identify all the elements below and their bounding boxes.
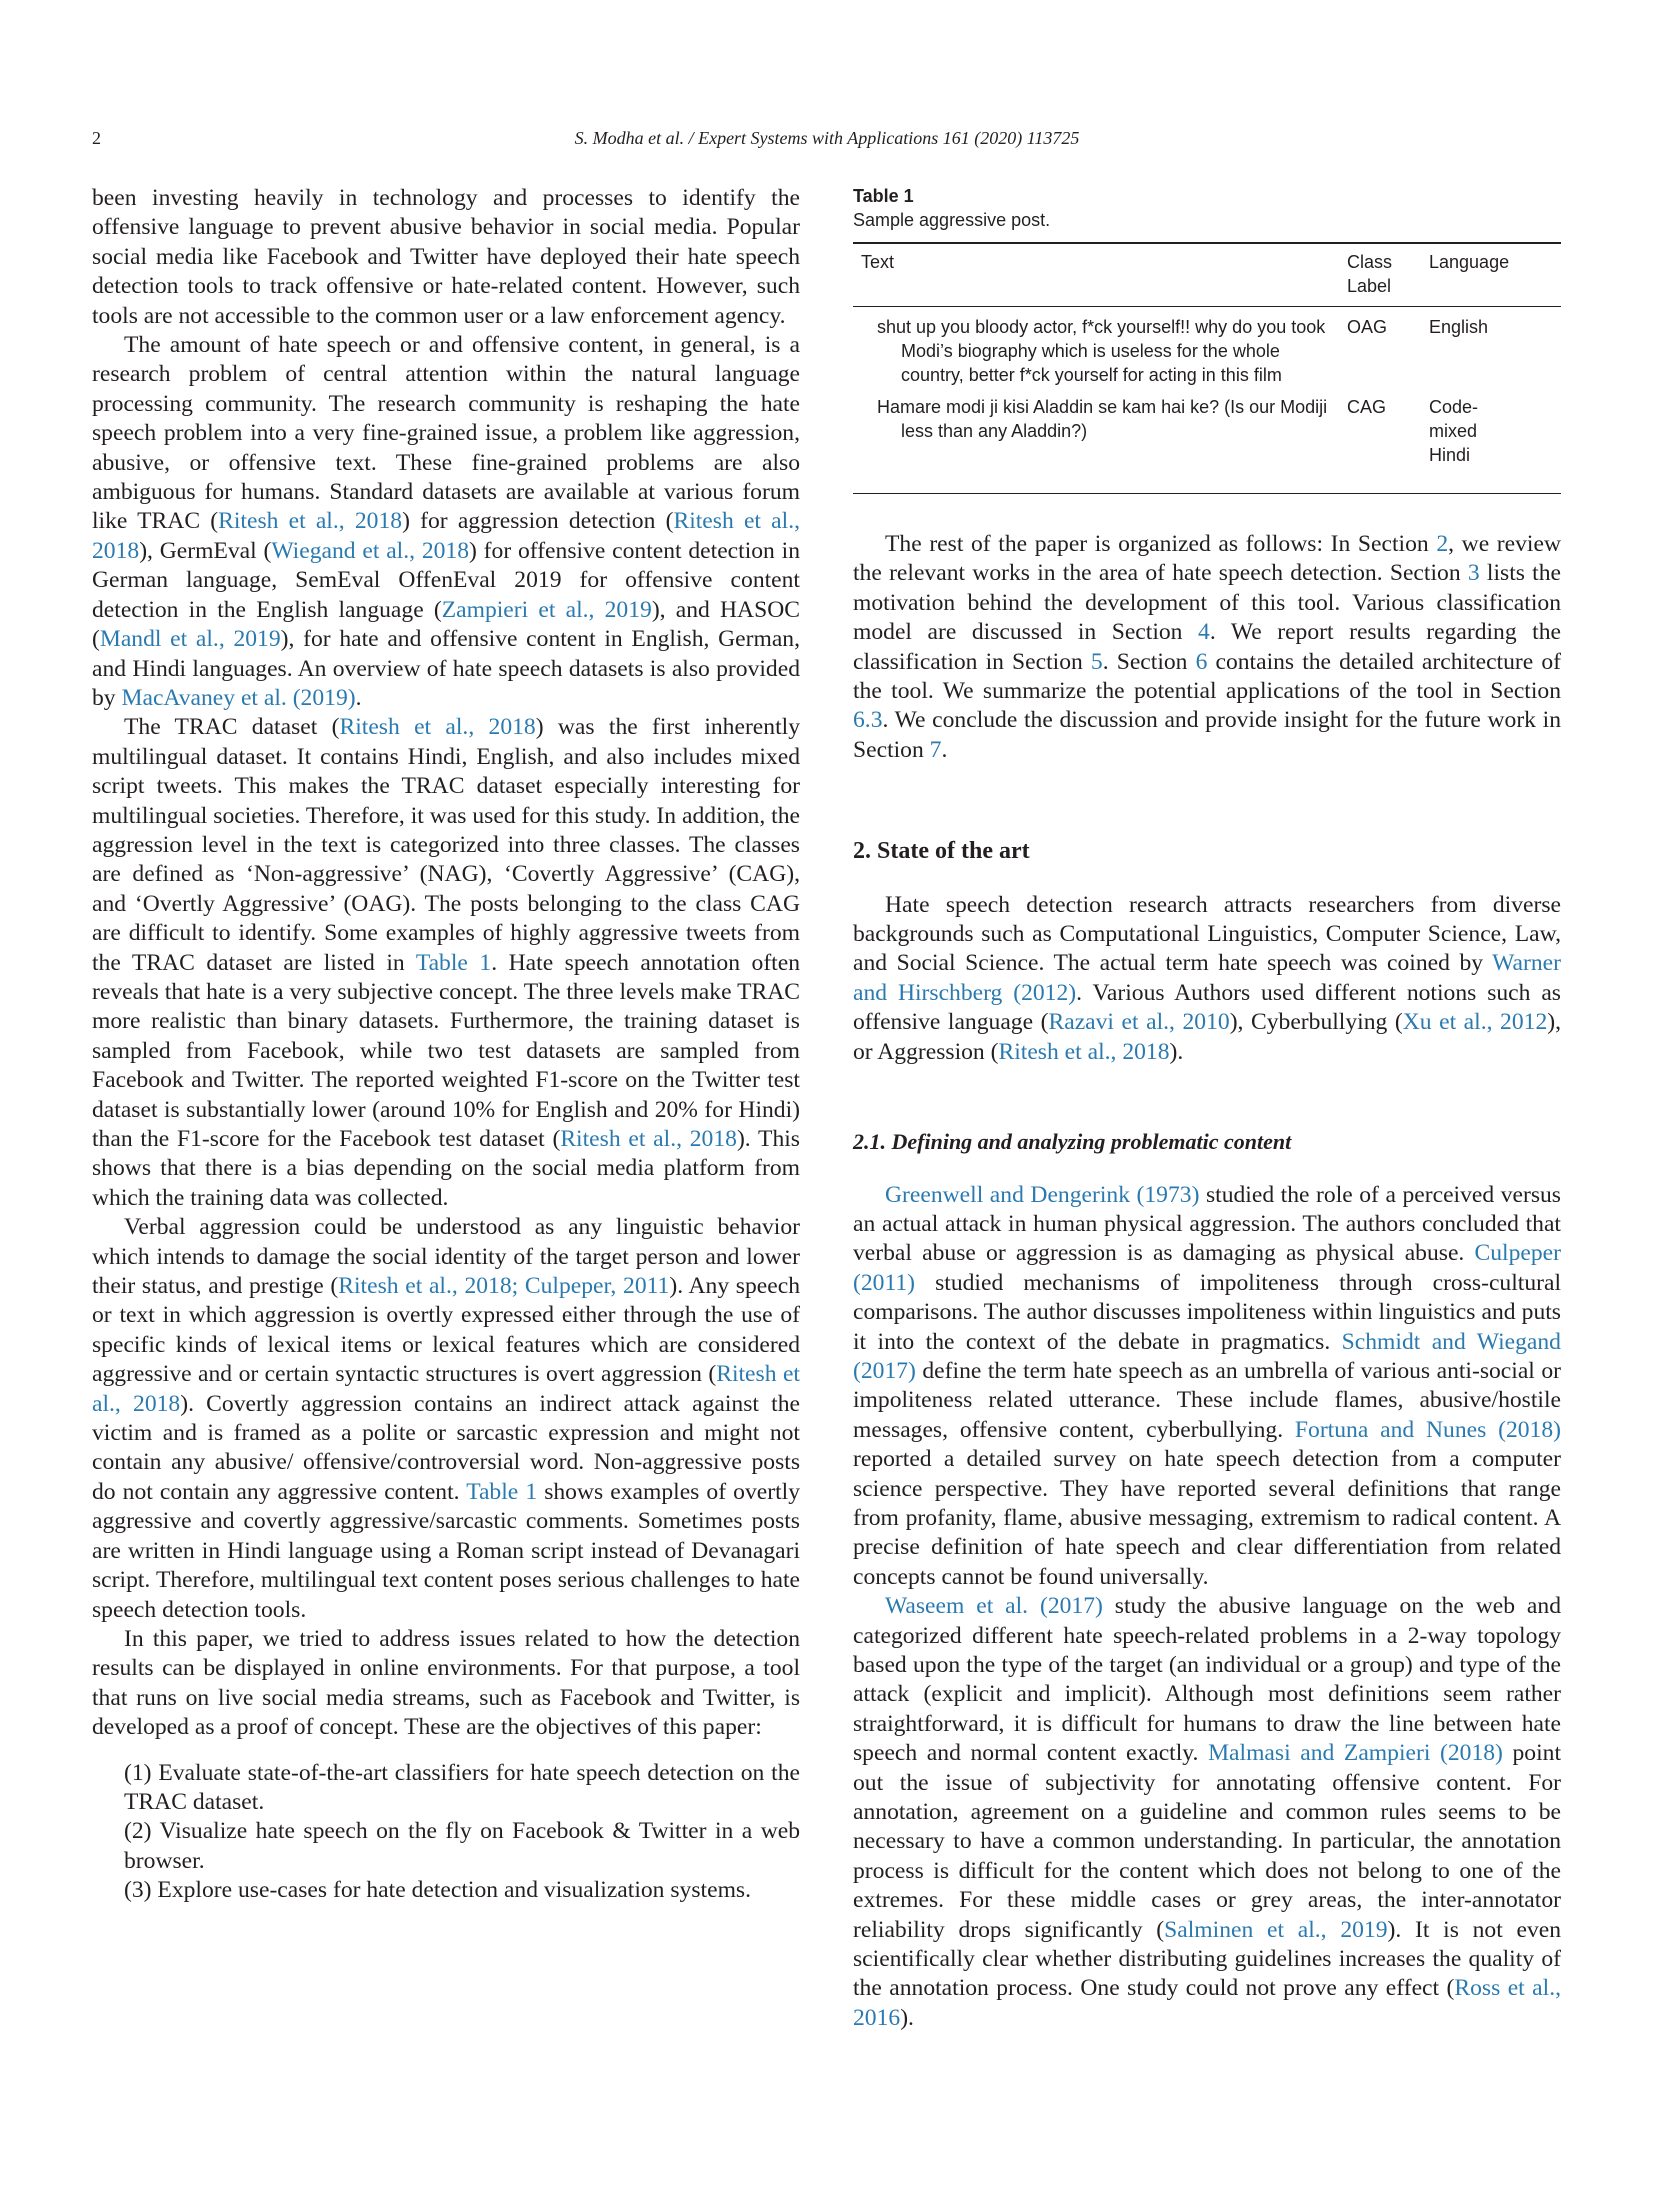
table-cell-text xyxy=(853,307,1339,392)
citation-link[interactable]: 4 xyxy=(1198,619,1210,646)
table-row xyxy=(853,307,1561,392)
text-run: ), for hate and offensive content in English, German, and Hindi languages. An overview of hate speech datasets is also provided by xyxy=(92,626,800,711)
citation-link[interactable]: Ritesh et al., 2018 xyxy=(92,508,800,564)
text-run: . xyxy=(355,684,362,711)
citation-link[interactable]: 5 xyxy=(1090,648,1103,675)
citation-link[interactable]: Salminen et al., 2019 xyxy=(1164,1916,1388,1943)
table-header-language: Language xyxy=(1421,243,1561,307)
table-cell-language xyxy=(1421,391,1561,494)
text-run: reported a detailed survey on hate speech detection from a computer science perspective. They have reported several definitions that range from profanity, flame, abusive messaging, extremism to radical content. A precise definition of hate speech and clear differentiation from related concepts cannot be found universally. xyxy=(853,1446,1561,1590)
table-caption-text: Sample aggressive post. xyxy=(853,210,1051,230)
table-row xyxy=(853,391,1561,494)
text-run: . We conclude the discussion and provide insight for the future work in Section xyxy=(853,707,1561,763)
text-run: ). xyxy=(900,2004,914,2031)
citation-link[interactable]: 2 xyxy=(1436,531,1449,557)
text-run: contains the detailed architecture of the tool. We summarize the potential applications of the tool in Section xyxy=(853,648,1561,705)
section-heading: 2. State of the art xyxy=(853,838,1030,865)
text-run: been investing heavily in technology and processes to identify the offensive language to prevent abusive behavior in social media. Popular social media like Facebook and Twitter have deployed their hate speech detection tools to track offensive or hate-related content. However, such tools are not accessible to the common user or a law enforcement agency. xyxy=(92,185,800,329)
citation-link[interactable]: Table 1 xyxy=(466,1478,538,1505)
paragraph xyxy=(853,891,1561,1067)
text-run: ) for offensive content detection in German language, SemEval OffenEval 2019 for offensive content detection in the English language ( xyxy=(92,537,800,623)
table-cell-language: English xyxy=(1429,317,1489,337)
paragraph xyxy=(92,184,800,331)
list-item: (3) Explore use-cases for hate detection and visualization systems. xyxy=(124,1877,751,1904)
page-number: 2 xyxy=(92,128,101,148)
text-run: . Section xyxy=(1102,648,1196,675)
left-column xyxy=(92,184,800,1906)
text-run: ). Any speech or text in which aggression is overtly expressed either through the use of specific kinds of lexical items or lexical features which are considered aggressive and or certain syntactic structures is overt aggression ( xyxy=(92,1273,800,1388)
citation-link[interactable]: 6.3 xyxy=(853,707,883,734)
citation-link[interactable]: Ritesh et al., 2018 xyxy=(339,714,536,741)
text-run: The rest of the paper is organized as follows: In Section xyxy=(885,531,1437,557)
citation-link[interactable]: Ritesh et al., 2018; Culpeper, 2011 xyxy=(338,1273,670,1300)
running-head xyxy=(92,128,1562,156)
text-run: ), GermEval ( xyxy=(139,537,272,564)
text-run: ). xyxy=(1169,1038,1184,1065)
text-run: Verbal aggression could be understood as any linguistic behavior which intends to damage the social identity of the target person and lower their status, and prestige ( xyxy=(92,1214,800,1300)
table-cell-text-value: shut up you bloody actor, f*ck yourself!! why do you took Modi’s biography which is useless for the whole country, better f*ck yourself for acting in this film xyxy=(877,317,1326,385)
citation-link[interactable]: Malmasi and Zampieri (2018) xyxy=(1208,1740,1503,1767)
table-header-class xyxy=(1339,243,1421,307)
text-run: . Various Authors used different notions such as offensive language ( xyxy=(853,979,1561,1036)
table-cell-text xyxy=(853,391,1339,494)
paragraph xyxy=(92,331,800,713)
text-run: Hate speech detection research attracts researchers from diverse backgrounds such as Computational Linguistics, Computer Science, Law, and Social Science. The actual term hate speech was coined by xyxy=(853,891,1561,977)
citation-link[interactable]: Mandl et al., 2019 xyxy=(99,626,281,653)
citation-link[interactable]: Schmidt and Wiegand (2017) xyxy=(853,1328,1561,1384)
table-cell-language-value: Code-mixed Hindi xyxy=(1429,397,1479,465)
text-run: ) for aggression detection ( xyxy=(402,508,674,535)
citation-link[interactable]: Ross et al., 2016 xyxy=(853,1975,1562,2031)
table-cell-class: CAG xyxy=(1339,391,1421,494)
text-run: ) was the first inherently multilingual dataset. It contains Hindi, English, and also includes mixed script tweets. This makes the TRAC dataset especially interesting for multilingual societies. Therefore, it was used for this study. In addition, the aggression level in the text is categorized into three classes. The classes are defined as ‘Non-aggressive’ (NAG), ‘Covertly Aggressive’ (CAG), and ‘Overtly Aggressive’ (OAG). The posts belonging to the class CAG are difficult to identify. Some examples of highly aggressive tweets from the TRAC dataset are listed in xyxy=(92,714,800,976)
table-header-text: Text xyxy=(853,243,1339,307)
text-run: In this paper, we tried to address issues related to how the detection results can be displayed in online environments. For that purpose, a tool that runs on live social media streams, such as Facebook and Twitter, is developed as a proof of concept. These are the objectives of this paper: xyxy=(92,1625,800,1741)
citation-link[interactable]: Wiegand et al., 2018 xyxy=(271,537,470,564)
text-run: ). It is not even scientifically clear whether distributing guidelines increases the quality of the annotation process. One study could not prove any effect ( xyxy=(853,1916,1562,2002)
citation-link[interactable]: Warner and Hirschberg (2012) xyxy=(853,950,1561,1006)
text-run: . Hate speech annotation often reveals that hate is a very subjective concept. The three levels make TRAC more realistic than binary datasets. Furthermore, the training dataset is sampled from Facebook, while two test datasets are sampled from Facebook and Twitter. The reported weighted F1-score on the Twitter test dataset is substantially lower (around 10% for English and 20% for Hindi) than the F1-score for the Facebook test dataset ( xyxy=(92,949,800,1152)
citation-link[interactable]: 6 xyxy=(1195,648,1208,675)
text-run: ), or Aggression ( xyxy=(853,1009,1562,1065)
list-item: (1) Evaluate state-of-the-art classifiers for hate speech detection on the TRAC dataset. xyxy=(124,1759,800,1815)
text-run: . We report results regarding the classification in Section xyxy=(853,619,1561,675)
citation-link[interactable]: Culpeper (2011) xyxy=(853,1240,1561,1296)
text-run: study the abusive language on the web and categorized different hate speech-related problems in a 2-way topology based upon the type of the target (an individual or a group) and type of the attack (explicit and implicit). Although most definitions seem rather straightforward, it is difficult for humans to draw the line between hate speech and normal content exactly. xyxy=(853,1593,1561,1767)
citation-link[interactable]: Table 1 xyxy=(415,949,492,976)
right-column xyxy=(853,184,1561,2033)
text-run: lists the motivation behind the development of this tool. Various classification model are discussed in Section xyxy=(853,560,1561,646)
table-cell-class: OAG xyxy=(1347,317,1388,337)
citation-link[interactable]: Greenwell and Dengerink (1973) xyxy=(885,1181,1200,1208)
text-run: ). This shows that there is a bias depending on the social media platform from which the training data was collected. xyxy=(92,1126,800,1211)
table-caption xyxy=(853,184,1561,232)
text-run: shows examples of overtly aggressive and covertly aggressive/sarcastic comments. Sometimes posts are written in Hindi language using a Roman script instead of Devanagari script. Therefore, multilingual text content poses serious challenges to hate speech detection tools. xyxy=(92,1478,800,1623)
paragraph xyxy=(92,1213,800,1625)
citation-link[interactable]: Xu et al., 2012 xyxy=(1402,1009,1548,1036)
citation-link[interactable]: Fortuna and Nunes (2018) xyxy=(1294,1416,1561,1443)
citation-link[interactable]: Ritesh et al., 2018 xyxy=(998,1038,1170,1065)
citation-link[interactable]: Zampieri et al., 2019 xyxy=(441,596,652,623)
paragraph xyxy=(853,1181,1561,1593)
journal-reference: S. Modha et al. / Expert Systems with Applications 161 (2020) 113725 xyxy=(574,128,1080,148)
objectives-list xyxy=(92,1759,800,1906)
text-run: ). Covertly aggression contains an indirect attack against the victim and is framed as a polite or sarcastic expression and might not contain any abusive/ offensive/controversial word. Non-aggressive posts do not contain any aggressive content. xyxy=(92,1390,800,1505)
text-run: The TRAC dataset ( xyxy=(124,714,340,741)
citation-link[interactable]: MacAvaney et al. (2019) xyxy=(121,684,356,711)
text-run: ), and HASOC ( xyxy=(92,596,800,653)
text-run: ), Cyberbullying ( xyxy=(1229,1009,1403,1036)
citation-link[interactable]: 7 xyxy=(929,736,942,763)
table-header-class-label: Class Label xyxy=(1347,252,1393,296)
text-run: studied the role of a perceived versus an actual attack in human physical aggression. The authors concluded that verbal abuse or aggression is as damaging as physical abuse. xyxy=(853,1181,1561,1267)
sample-table xyxy=(853,242,1561,494)
text-run: define the term hate speech as an umbrella of various anti-social or impoliteness related utterance. These include flames, abusive/hostile messages, offensive content, cyberbullying. xyxy=(853,1357,1561,1443)
citation-link[interactable]: 3 xyxy=(1467,560,1480,587)
table-cell-text-value: Hamare modi ji kisi Aladdin se kam hai ke? (Is our Modiji less than any Aladdin?) xyxy=(877,397,1328,441)
citation-link[interactable]: Ritesh et al., 2018 xyxy=(92,1361,800,1417)
text-run: . xyxy=(941,736,948,763)
text-run: , we review the relevant works in the area of hate speech detection. Section xyxy=(853,531,1561,587)
paragraph xyxy=(92,713,800,1213)
text-run: point out the issue of subjectivity for annotating offensive content. For annotation, agreement on a guideline and common rules seems to be necessary to have a common understanding. In particular, the annotation process is difficult for the content which does not belong to one of the extremes. For these middle cases or grey areas, the inter-annotator reliability drops significantly ( xyxy=(853,1740,1561,1943)
subsection-heading: 2.1. Defining and analyzing problematic content xyxy=(853,1129,1292,1155)
paragraph xyxy=(853,530,1561,765)
citation-link[interactable]: Ritesh et al., 2018 xyxy=(218,508,403,535)
paragraph xyxy=(853,1592,1561,2033)
text-run: The amount of hate speech or and offensive content, in general, is a research problem of central attention within the natural language processing community. The research community is reshaping the hate speech problem into a very fine-grained issue, a problem like aggression, abusive, or offensive text. These fine-grained problems are also ambiguous for humans. Standard datasets are available at various forum like TRAC ( xyxy=(92,332,800,535)
table-label: Table 1 xyxy=(853,186,914,206)
citation-link[interactable]: Ritesh et al., 2018 xyxy=(560,1126,737,1152)
citation-link[interactable]: Waseem et al. (2017) xyxy=(885,1593,1103,1620)
citation-link[interactable]: Razavi et al., 2010 xyxy=(1048,1009,1230,1036)
paragraph xyxy=(92,1625,800,1743)
list-item: (2) Visualize hate speech on the fly on Facebook & Twitter in a web browser. xyxy=(124,1818,800,1874)
text-run: studied mechanisms of impoliteness through cross-cultural comparisons. The author discusses impoliteness within linguistics and puts it into the context of the debate in pragmatics. xyxy=(853,1269,1561,1355)
